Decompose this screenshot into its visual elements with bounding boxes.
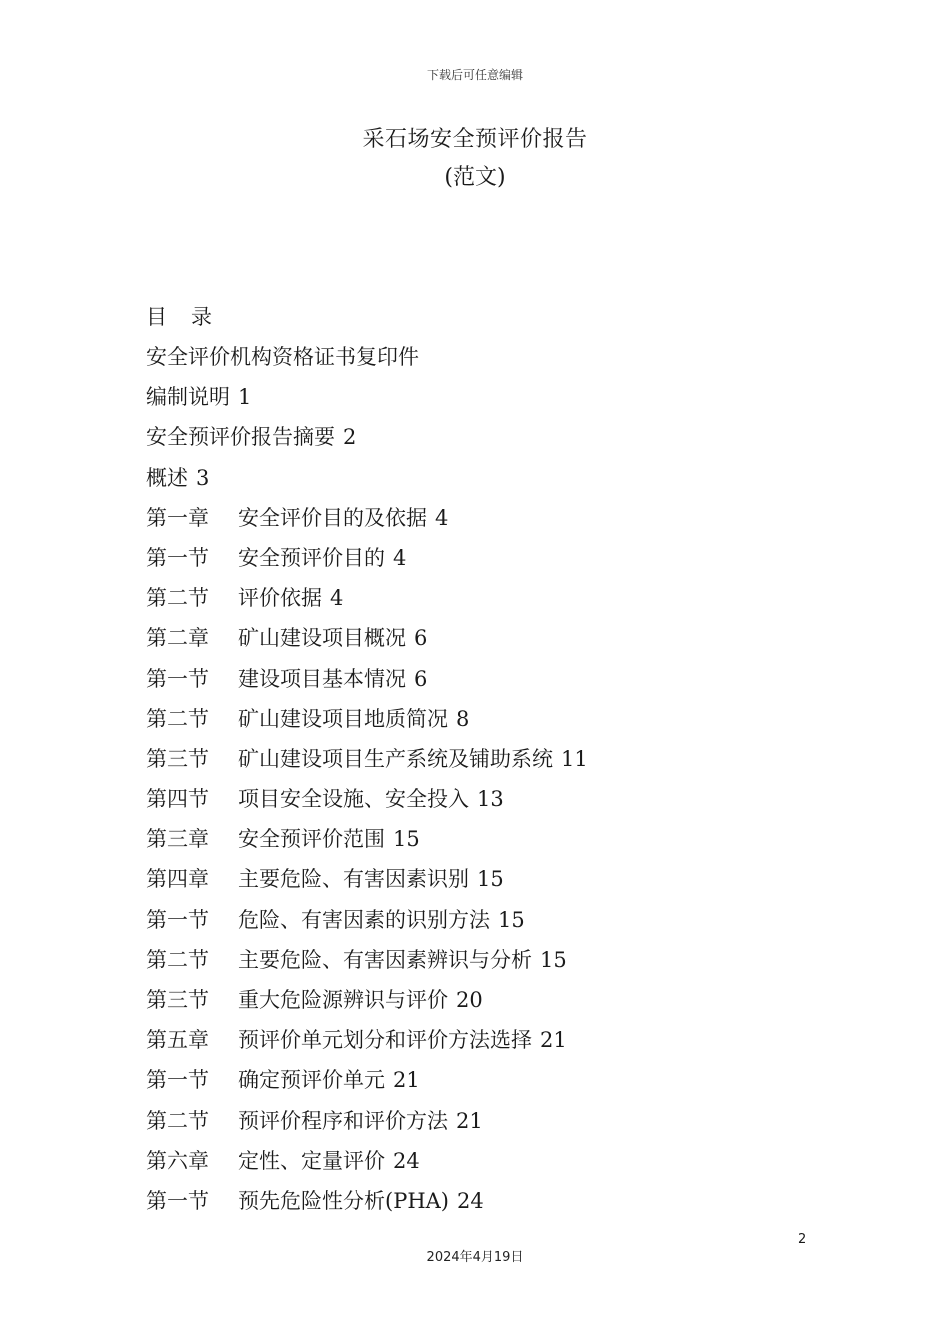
- toc-entry[interactable]: [146, 502, 588, 542]
- toc-entry[interactable]: [146, 944, 588, 984]
- toc-heading: [146, 301, 588, 341]
- toc-entry[interactable]: [146, 381, 588, 421]
- toc-entry-page: 4: [330, 586, 344, 611]
- toc-entry-title: 主要危险、有害因素识别: [238, 867, 469, 892]
- toc-entry-label: 第二章: [146, 626, 209, 651]
- toc-heading-left: 目: [146, 305, 167, 329]
- toc-entry-title: 重大危险源辨识与评价: [238, 988, 448, 1012]
- toc-entry[interactable]: [146, 542, 588, 582]
- toc-entry-label: 第一节: [146, 545, 209, 570]
- page-header: 下载后可任意编辑: [426, 68, 523, 82]
- page-number: 2: [798, 1232, 807, 1247]
- toc-entry-page: 6: [414, 626, 428, 651]
- toc-entry[interactable]: [146, 743, 588, 783]
- toc-entry[interactable]: [146, 1105, 588, 1145]
- toc-entry[interactable]: [146, 663, 588, 703]
- toc-entry-title: 确定预评价单元: [238, 1068, 385, 1093]
- toc-entry-page: 21: [393, 1068, 420, 1093]
- toc-entry[interactable]: [146, 622, 588, 662]
- toc-entry-title: 建设项目基本情况: [238, 666, 406, 691]
- toc-entry-title: 定性、定量评价: [238, 1148, 385, 1173]
- toc-entry-title: 危险、有害因素的识别方法: [238, 907, 490, 932]
- toc-entry-page: 24: [457, 1188, 484, 1213]
- toc-entry-label: 第一节: [146, 907, 209, 932]
- document-title: 采石场安全预评价报告: [362, 127, 588, 152]
- toc-entry-title: 安全预评价范围: [238, 827, 385, 852]
- toc-entry-title: 编制说明: [146, 385, 230, 410]
- toc-entry-title: 矿山建设项目地质简况: [238, 706, 448, 731]
- toc-entry-title: 预评价程序和评价方法: [238, 1108, 448, 1133]
- toc-entry-page: 1: [238, 385, 252, 410]
- toc-entry[interactable]: [146, 1024, 588, 1064]
- toc-entry-title: 主要危险、有害因素辨识与分析: [238, 947, 532, 972]
- toc-entry-title: 矿山建设项目生产系统及铺助系统: [238, 746, 553, 771]
- toc-entry[interactable]: [146, 1145, 588, 1185]
- toc-entry-title: 安全预评价目的: [238, 545, 385, 570]
- toc-entry-title: 安全预评价报告摘要: [146, 425, 335, 450]
- toc-entry-page: 21: [456, 1108, 483, 1133]
- toc-list: [146, 341, 588, 1225]
- toc-heading-right: 录: [191, 305, 212, 329]
- toc-entry-page: 11: [561, 746, 588, 771]
- document-subtitle: (范文): [444, 165, 506, 190]
- toc-entry[interactable]: [146, 582, 588, 622]
- toc-entry-title: 项目安全设施、安全投入: [238, 787, 469, 812]
- toc-entry[interactable]: [146, 1064, 588, 1104]
- toc-entry-page: 6: [414, 666, 428, 691]
- toc-entry[interactable]: [146, 421, 588, 461]
- toc-entry-page: 2: [343, 425, 357, 450]
- toc-entry-title: 评价依据: [238, 586, 322, 611]
- toc-entry-label: 第三章: [146, 827, 209, 852]
- toc-entry-label: 第四章: [146, 867, 209, 892]
- toc-entry[interactable]: [146, 984, 588, 1024]
- toc-entry-page: 8: [456, 706, 470, 731]
- toc-entry[interactable]: [146, 783, 588, 823]
- toc-entry-page: 3: [196, 465, 210, 490]
- toc-entry-title: 矿山建设项目概况: [238, 626, 406, 651]
- toc-entry-page: 4: [435, 505, 449, 530]
- toc-entry-page: 15: [393, 827, 420, 852]
- toc-entry[interactable]: [146, 863, 588, 903]
- toc-entry-page: 4: [393, 545, 407, 570]
- toc-entry[interactable]: [146, 904, 588, 944]
- toc-entry-page: 15: [498, 907, 525, 932]
- footer-date: 2024年4月19日: [426, 1250, 524, 1265]
- toc-entry-title: 预先危险性分析(PHA): [238, 1188, 449, 1213]
- toc-entry[interactable]: [146, 823, 588, 863]
- toc-entry-label: 第二节: [146, 586, 209, 611]
- toc-entry-label: 第二节: [146, 1108, 209, 1133]
- toc-entry-label: 第六章: [146, 1148, 209, 1173]
- toc-entry-label: 第一节: [146, 1068, 209, 1093]
- toc-entry-title: 概述: [146, 465, 188, 490]
- toc-entry-page: 24: [393, 1148, 420, 1173]
- toc-entry-label: 第一节: [146, 1188, 209, 1213]
- toc-entry-label: 第一节: [146, 666, 209, 691]
- toc-entry-label: 第一章: [146, 505, 209, 530]
- table-of-contents: [146, 301, 588, 1225]
- toc-entry-title: 安全评价机构资格证书复印件: [146, 345, 419, 369]
- toc-entry[interactable]: [146, 341, 588, 381]
- toc-entry-label: 第二节: [146, 947, 209, 972]
- toc-entry-label: 第三节: [146, 988, 209, 1012]
- toc-entry-title: 预评价单元划分和评价方法选择: [238, 1028, 532, 1053]
- toc-entry-label: 第二节: [146, 706, 209, 731]
- toc-entry-title: 安全评价目的及依据: [238, 505, 427, 530]
- toc-entry-label: 第四节: [146, 787, 209, 812]
- toc-entry-page: 13: [477, 787, 504, 812]
- toc-entry-page: 15: [540, 947, 567, 972]
- toc-entry-label: 第三节: [146, 746, 209, 771]
- toc-entry-page: 15: [477, 867, 504, 892]
- toc-entry[interactable]: [146, 703, 588, 743]
- toc-entry-page: 20: [456, 988, 483, 1012]
- toc-entry-page: 21: [540, 1028, 567, 1053]
- toc-entry-label: 第五章: [146, 1028, 209, 1053]
- toc-entry[interactable]: [146, 1185, 588, 1225]
- toc-entry[interactable]: [146, 462, 588, 502]
